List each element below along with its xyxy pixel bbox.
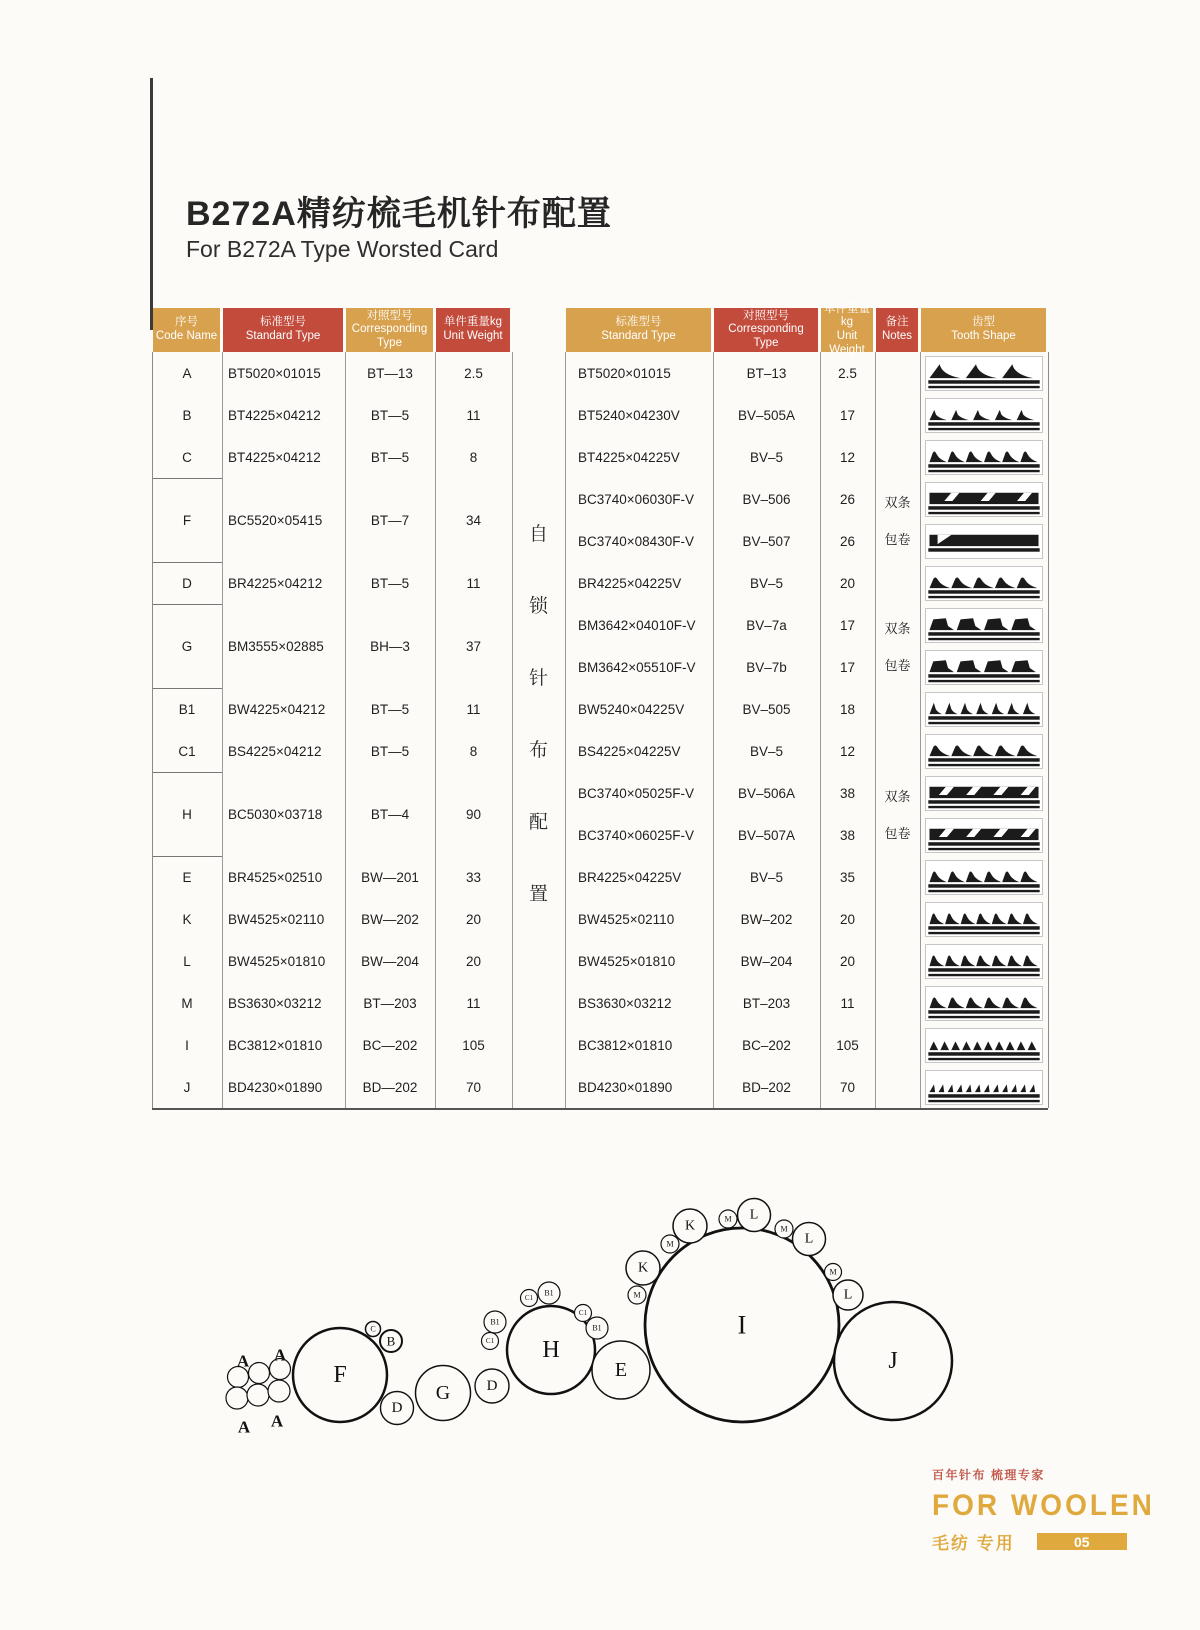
standard-type-cell: BC5030×03718 [228, 806, 323, 822]
table-column-line [435, 352, 436, 1108]
notes-line: 包卷 [884, 532, 911, 547]
roller-circle-l [793, 1223, 826, 1256]
standard-type-cell: BR4525×02510 [228, 869, 323, 885]
unit-weight-cell: 26 [839, 533, 856, 549]
notes-line: 双条 [884, 495, 911, 510]
standard-type-cell: BS4225×04225V [578, 743, 681, 759]
unit-weight-cell: 20 [465, 953, 482, 969]
roller-circle-a-cluster [268, 1380, 290, 1402]
tooth-shape-wave-icon [926, 735, 1042, 768]
header-label-en: Notes [881, 330, 913, 342]
unit-weight-cell: 12 [839, 449, 856, 465]
tooth-shape-hook-icon [926, 399, 1042, 432]
unit-weight-cell: 17 [839, 617, 856, 633]
standard-type-cell: BD4230×01890 [578, 1079, 673, 1095]
code-cell: D [182, 575, 192, 591]
roller-label: L [843, 1287, 853, 1303]
table-column-line [345, 352, 346, 1108]
roller-label: I [737, 1310, 747, 1340]
table-header-corresponding-type [714, 308, 818, 352]
unit-weight-cell: 18 [839, 701, 856, 717]
roller-label: F [333, 1362, 347, 1388]
roller-arrangement-diagram [0, 1130, 1200, 1460]
roller-label: C1 [578, 1309, 588, 1317]
standard-type-cell: BW4525×02110 [578, 911, 675, 927]
unit-weight-cell: 33 [465, 869, 482, 885]
unit-weight-cell: 11 [466, 407, 481, 423]
corresponding-type-cell: BV–5 [749, 575, 784, 591]
unit-weight-cell: 70 [839, 1079, 856, 1095]
footer [932, 1466, 1162, 1554]
roller-label: C1 [485, 1337, 495, 1345]
corresponding-type-cell: BT—5 [370, 743, 410, 759]
standard-type-cell: BM3555×02885 [228, 638, 324, 654]
corresponding-type-cell: BT—5 [370, 575, 410, 591]
tooth-shape-notchband-icon [926, 525, 1042, 558]
tooth-shape-flag-icon [926, 609, 1042, 642]
standard-type-cell: BD4230×01890 [228, 1079, 323, 1095]
roller-circle-c1 [482, 1333, 499, 1350]
roller-circle-e [592, 1341, 650, 1399]
unit-weight-cell: 26 [839, 491, 856, 507]
roller-label: D [391, 1400, 403, 1416]
standard-type-cell: BS4225×04212 [228, 743, 322, 759]
tooth-shape-fin-icon [926, 357, 1042, 390]
code-cell: M [181, 995, 193, 1011]
footer-sub-row [932, 1529, 1162, 1554]
corresponding-type-cell: BT—7 [370, 512, 410, 528]
header-label-cn: 对照型号 [743, 309, 789, 322]
roller-circle-i [645, 1228, 839, 1422]
tooth-shape-cell [925, 986, 1043, 1021]
standard-type-cell: BT5020×01015 [228, 365, 321, 381]
code-cell: G [181, 638, 193, 654]
corresponding-type-cell: BW—201 [361, 869, 419, 885]
roller-label: M [829, 1267, 837, 1277]
header-label-cn: 备注 [885, 316, 909, 329]
unit-weight-cell: 38 [839, 827, 856, 843]
corresponding-type-cell: BT—5 [370, 407, 410, 423]
tooth-shape-wave-icon [926, 441, 1042, 474]
roller-circle-a-cluster [247, 1384, 269, 1406]
table-column-line [1048, 352, 1049, 1108]
corresponding-type-cell: BW—204 [361, 953, 419, 969]
unit-weight-cell: 8 [469, 743, 478, 759]
roller-label: D [486, 1378, 498, 1394]
tooth-shape-cell [925, 902, 1043, 937]
roller-circle-g [416, 1366, 471, 1421]
page-title: B272A精纺梳毛机针布配置 [186, 195, 612, 233]
corresponding-type-cell: BV–7b [746, 659, 787, 675]
header-label-cn: 对照型号 [366, 309, 413, 322]
corresponding-type-cell: BV–7a [746, 617, 787, 633]
code-cell: J [183, 1079, 191, 1095]
roller-label: K [637, 1260, 649, 1276]
roller-circle-b [380, 1330, 402, 1352]
tooth-shape-wave-icon [926, 861, 1042, 894]
code-cell: K [182, 911, 192, 927]
roller-label: C1 [524, 1294, 534, 1302]
unit-weight-cell: 70 [465, 1079, 482, 1095]
roller-label: L [749, 1207, 759, 1223]
corresponding-type-cell: BH—3 [370, 638, 410, 654]
table-header-standard-type [566, 308, 711, 352]
roller-circle-j [834, 1302, 952, 1420]
corresponding-type-cell: BC—202 [362, 1037, 418, 1053]
footer-brand: FOR WOOLEN [932, 1489, 1155, 1522]
header-label-en: Corresponding Type [728, 323, 804, 349]
header-label-cn: 标准型号 [260, 316, 306, 329]
self-locking-wire-label-char: 针 [528, 667, 548, 689]
unit-weight-cell: 11 [466, 701, 481, 717]
tooth-shape-cell [925, 818, 1043, 853]
roller-label: J [888, 1348, 898, 1374]
standard-type-cell: BT5020×01015 [578, 365, 671, 381]
corresponding-type-cell: BD—202 [362, 1079, 418, 1095]
standard-type-cell: BW4525×02110 [228, 911, 325, 927]
table-header-unit-weight [821, 302, 873, 356]
corresponding-type-cell: BV–505A [737, 407, 796, 423]
header-label-cn: 单件重量kg [443, 316, 503, 329]
notes-line: 包卷 [884, 826, 911, 841]
roller-circle-f [293, 1328, 387, 1422]
table-column-line [713, 352, 714, 1108]
footer-tagline: 百年针布 梳理专家 [932, 1468, 1045, 1482]
notes-line: 双条 [884, 621, 911, 636]
self-locking-wire-label-char: 置 [528, 883, 548, 905]
roller-label: E [614, 1359, 628, 1381]
unit-weight-cell: 105 [462, 1037, 485, 1053]
table-header-corresponding-type [346, 308, 433, 352]
unit-weight-cell: 37 [465, 638, 482, 654]
self-locking-wire-label-char: 配 [528, 811, 548, 833]
page-number-badge [1037, 1533, 1127, 1550]
standard-type-cell: BR4225×04225V [578, 575, 682, 591]
table-header-unit-weight [436, 308, 510, 352]
corresponding-type-cell: BT—4 [370, 806, 410, 822]
notes-cell [875, 478, 920, 562]
table-header-notes [876, 308, 918, 352]
tooth-shape-cell [925, 650, 1043, 685]
tooth-shape-wave-icon [926, 987, 1042, 1020]
unit-weight-cell: 90 [465, 806, 482, 822]
standard-type-cell: BM3642×05510F-V [578, 659, 696, 675]
roller-circle-m [775, 1220, 793, 1238]
roller-label: M [633, 1290, 641, 1300]
roller-circle-l [738, 1199, 771, 1232]
tooth-shape-cell [925, 1070, 1043, 1105]
standard-type-cell: BC3740×06025F-V [578, 827, 694, 843]
tooth-shape-flag-icon [926, 651, 1042, 684]
header-label-cn: 序号 [175, 316, 198, 329]
unit-weight-cell: 20 [839, 911, 856, 927]
standard-type-cell: BC3740×06030F-V [578, 491, 694, 507]
header-label-en: Code Name [155, 330, 218, 342]
roller-label: M [724, 1214, 732, 1224]
code-cell: B1 [178, 701, 196, 717]
header-label-cn: 单件重量kg [824, 302, 870, 329]
roller-circle-b1 [538, 1282, 560, 1304]
unit-weight-cell: 8 [469, 449, 478, 465]
corresponding-type-cell: BV–507A [737, 827, 796, 843]
title-left-rule [150, 78, 153, 330]
standard-type-cell: BS3630×03212 [578, 995, 672, 1011]
corresponding-type-cell: BV–505 [742, 701, 791, 717]
corresponding-type-cell: BT–13 [746, 365, 787, 381]
notes-line: 包卷 [884, 658, 911, 673]
roller-label: B1 [544, 1288, 554, 1298]
roller-label: M [666, 1239, 674, 1249]
tooth-shape-cell [925, 566, 1043, 601]
roller-circle-m [661, 1235, 679, 1253]
corresponding-type-cell: BV–5 [749, 449, 784, 465]
code-cell: A [182, 365, 192, 381]
corresponding-type-cell: BV–507 [742, 533, 791, 549]
table-bottom-border [152, 1108, 1048, 1110]
unit-weight-cell: 17 [839, 659, 856, 675]
roller-circle-m [719, 1210, 737, 1228]
tooth-shape-wave-icon [926, 567, 1042, 600]
roller-label-a: A [270, 1411, 284, 1431]
unit-weight-cell: 12 [839, 743, 856, 759]
corresponding-type-cell: BW–204 [740, 953, 793, 969]
roller-label: M [780, 1224, 788, 1234]
roller-circle-b1 [484, 1311, 506, 1333]
table-column-line [820, 352, 821, 1108]
roller-circle-m [825, 1264, 842, 1281]
corresponding-type-cell: BD–202 [742, 1079, 791, 1095]
standard-type-cell: BM3642×04010F-V [578, 617, 696, 633]
self-locking-wire-label-char: 自 [528, 523, 548, 545]
tooth-shape-fine-icon [926, 1071, 1042, 1104]
page-subtitle: For B272A Type Worsted Card [186, 236, 499, 262]
roller-circle-a-cluster [226, 1387, 248, 1409]
self-locking-wire-label [512, 334, 565, 1090]
standard-type-cell: BC3740×05025F-V [578, 785, 694, 801]
unit-weight-cell: 105 [836, 1037, 859, 1053]
unit-weight-cell: 11 [840, 995, 855, 1011]
notes-cell [875, 604, 920, 688]
tooth-shape-wave-icon [926, 945, 1042, 978]
standard-type-cell: BC3812×01810 [578, 1037, 673, 1053]
tooth-shape-cell [925, 524, 1043, 559]
header-label-en: Unit Weight [829, 330, 865, 356]
unit-weight-cell: 20 [465, 911, 482, 927]
footer-sub-label: 毛纺 专用 [932, 1534, 1015, 1553]
tooth-shape-cell [925, 692, 1043, 727]
header-label-en: Standard Type [245, 330, 321, 342]
corresponding-type-cell: BT—5 [370, 701, 410, 717]
roller-label: B [386, 1333, 396, 1349]
table-column-line [920, 352, 921, 1108]
standard-type-cell: BT4225×04225V [578, 449, 680, 465]
corresponding-type-cell: BW–202 [740, 911, 793, 927]
table-column-line [222, 352, 223, 1108]
roller-circle-c1 [521, 1290, 538, 1307]
standard-type-cell: BT4225×04212 [228, 449, 321, 465]
tooth-shape-slashband-icon [926, 819, 1042, 852]
tooth-shape-cell [925, 398, 1043, 433]
roller-label: L [804, 1231, 814, 1247]
page-number: 05 [1073, 1533, 1090, 1550]
tooth-shape-cell [925, 482, 1043, 517]
tooth-shape-cell [925, 734, 1043, 769]
unit-weight-cell: 20 [839, 575, 856, 591]
standard-type-cell: BR4225×04225V [578, 869, 682, 885]
unit-weight-cell: 2.5 [838, 365, 857, 381]
tooth-shape-cell [925, 440, 1043, 475]
table-header-tooth-shape [921, 308, 1046, 352]
code-cell: H [182, 806, 192, 822]
unit-weight-cell: 11 [466, 995, 481, 1011]
table-column-line [875, 352, 876, 1108]
unit-weight-cell: 2.5 [464, 365, 483, 381]
roller-label: H [542, 1337, 560, 1363]
standard-type-cell: BT4225×04212 [228, 407, 321, 423]
table-column-line [152, 352, 153, 1108]
roller-circle-m [628, 1286, 646, 1304]
header-label-en: Tooth Shape [951, 330, 1016, 342]
roller-label: K [684, 1218, 696, 1234]
standard-type-cell: BW5240×04225V [578, 701, 685, 717]
tooth-shape-zigzag-icon [926, 693, 1042, 726]
corresponding-type-cell: BW—202 [361, 911, 419, 927]
roller-circle-c [366, 1322, 381, 1337]
roller-label: G [435, 1382, 451, 1404]
standard-type-cell: BS3630×03212 [228, 995, 322, 1011]
corresponding-type-cell: BV–506A [737, 785, 796, 801]
code-cell: C [182, 449, 192, 465]
notes-line: 双条 [884, 789, 911, 804]
corresponding-type-cell: BT—13 [367, 365, 413, 381]
roller-label-a: A [273, 1345, 287, 1365]
roller-circle-d [475, 1369, 509, 1403]
roller-label: B1 [592, 1323, 602, 1333]
standard-type-cell: BW4525×01810 [578, 953, 676, 969]
standard-type-cell: BR4225×04212 [228, 575, 323, 591]
code-cell: B [182, 407, 192, 423]
corresponding-type-cell: BT—203 [363, 995, 417, 1011]
notes-cell [875, 772, 920, 856]
code-cell: I [185, 1037, 189, 1053]
table-header-standard-type [223, 308, 343, 352]
unit-weight-cell: 17 [839, 407, 856, 423]
header-label-cn: 齿型 [972, 316, 995, 329]
roller-circle-d [381, 1392, 414, 1425]
standard-type-cell: BC3812×01810 [228, 1037, 323, 1053]
standard-type-cell: BW4225×04212 [228, 701, 326, 717]
table-column-line [512, 352, 513, 1108]
roller-circle-l [833, 1280, 863, 1310]
code-cell: F [182, 512, 192, 528]
code-cell: C1 [178, 743, 196, 759]
corresponding-type-cell: BT—5 [370, 449, 410, 465]
unit-weight-cell: 34 [465, 512, 482, 528]
standard-type-cell: BT5240×04230V [578, 407, 680, 423]
unit-weight-cell: 20 [839, 953, 856, 969]
tooth-shape-slashband-icon [926, 777, 1042, 810]
roller-circle-a-cluster [249, 1363, 270, 1384]
tooth-shape-cell [925, 608, 1043, 643]
table-column-line [565, 352, 566, 1108]
unit-weight-cell: 35 [839, 869, 856, 885]
table-header-code-name [153, 308, 220, 352]
wire-configuration-table [152, 302, 1048, 1108]
standard-type-cell: BC5520×05415 [228, 512, 323, 528]
self-locking-wire-label-char: 锁 [528, 595, 548, 617]
standard-type-cell: BC3740×08430F-V [578, 533, 694, 549]
corresponding-type-cell: BV–5 [749, 743, 784, 759]
self-locking-wire-label-char: 布 [528, 739, 548, 761]
header-label-en: Unit Weight [443, 330, 503, 342]
roller-circle-c1 [575, 1305, 592, 1322]
unit-weight-cell: 38 [839, 785, 856, 801]
roller-circle-b1 [586, 1317, 608, 1339]
tooth-shape-cell [925, 356, 1043, 391]
header-label-en: Corresponding Type [351, 323, 428, 349]
code-cell: L [183, 953, 191, 969]
header-label-en: Standard Type [601, 330, 676, 342]
roller-label-a: A [237, 1417, 251, 1437]
corresponding-type-cell: BV–506 [742, 491, 791, 507]
corresponding-type-cell: BV–5 [749, 869, 784, 885]
code-cell: E [182, 869, 192, 885]
tooth-shape-cell [925, 1028, 1043, 1063]
roller-label: B1 [490, 1317, 500, 1327]
standard-type-cell: BW4525×01810 [228, 953, 326, 969]
corresponding-type-cell: BT–203 [742, 995, 791, 1011]
tooth-shape-cell [925, 860, 1043, 895]
tooth-shape-tri-icon [926, 1029, 1042, 1062]
roller-label: C [370, 1324, 376, 1334]
roller-circle-k [626, 1251, 660, 1285]
tooth-shape-cell [925, 944, 1043, 979]
unit-weight-cell: 11 [466, 575, 481, 591]
tooth-shape-cell [925, 776, 1043, 811]
roller-circle-k [673, 1209, 707, 1243]
tooth-shape-slashband-icon [926, 483, 1042, 516]
tooth-shape-wave-icon [926, 903, 1042, 936]
roller-label-a: A [236, 1351, 250, 1371]
header-label-cn: 标准型号 [615, 316, 662, 329]
corresponding-type-cell: BC–202 [742, 1037, 791, 1053]
